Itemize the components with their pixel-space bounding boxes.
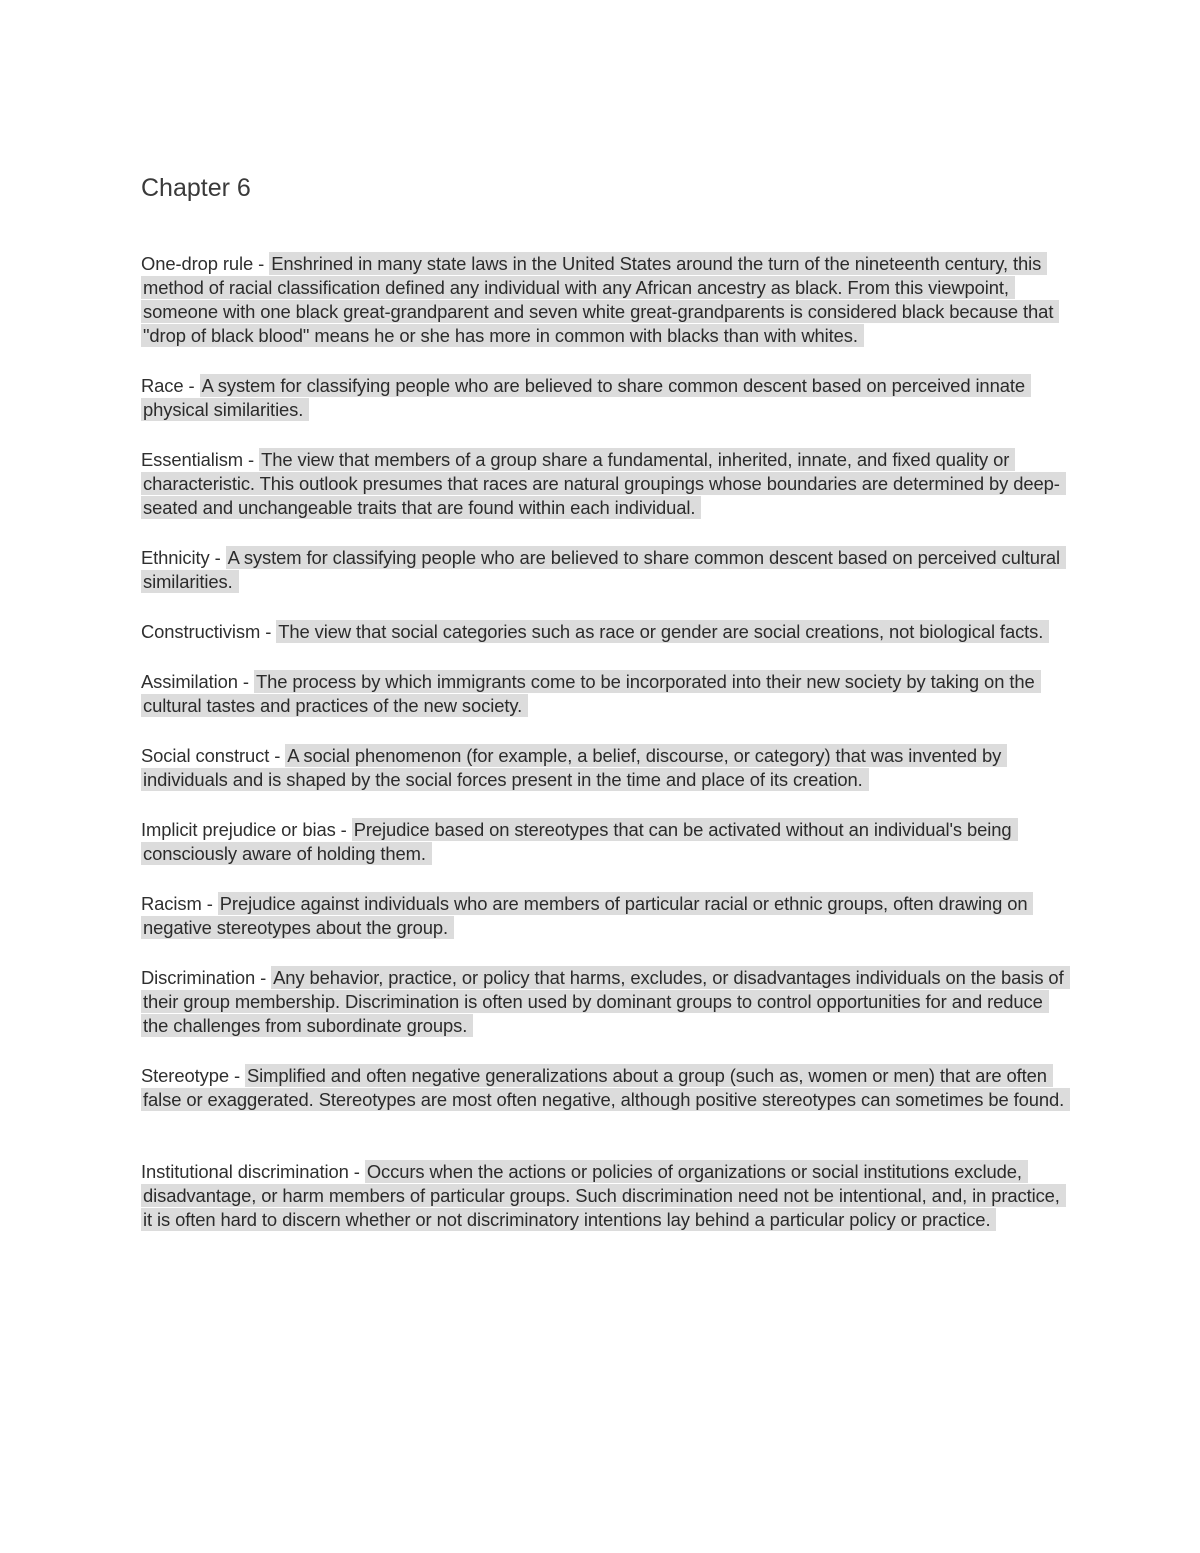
glossary-entry-institutional-discrimination bbox=[141, 1160, 1071, 1232]
term-separator: - bbox=[209, 547, 226, 568]
term-separator: - bbox=[237, 671, 254, 692]
term-separator: - bbox=[255, 967, 272, 988]
term-separator: - bbox=[201, 893, 218, 914]
glossary-entry-implicit-prejudice bbox=[141, 818, 1071, 866]
definition-highlight: A system for classifying people who are believed to share common descent based on perceived cultural similarities. bbox=[141, 546, 1066, 593]
glossary-entry-racism bbox=[141, 892, 1071, 940]
term: Essentialism bbox=[141, 449, 244, 470]
definition-highlight: Enshrined in many state laws in the United States around the turn of the nineteenth century, this method of racial classification defined any individual with any African ancestry as black. From this viewpoint, someone with one black great-grandparent and seven white great-grandparents is considered black because that "drop of black blood" means he or she has more in common with blacks than with whites. bbox=[141, 252, 1059, 347]
definition-highlight: Prejudice based on stereotypes that can be activated without an individual's being consciously aware of holding them. bbox=[141, 818, 1018, 865]
term: Assimilation bbox=[141, 671, 238, 692]
definition-highlight: Any behavior, practice, or policy that harms, excludes, or disadvantages individuals on the basis of their group membership. Discrimination is often used by dominant groups to control opportunities for and reduce the challenges from subordinate groups. bbox=[141, 966, 1070, 1037]
term: Social construct bbox=[141, 745, 270, 766]
term: One-drop rule bbox=[141, 253, 254, 274]
glossary-entry-social-construct bbox=[141, 744, 1071, 792]
definition-highlight: Occurs when the actions or policies of organizations or social institutions exclude, disadvantage, or harm members of particular groups. Such discrimination need not be intentional, and, in practice, it is often hard to discern whether or not discriminatory intentions lay behind a particular policy or practice. bbox=[141, 1160, 1066, 1231]
glossary-entry-discrimination bbox=[141, 966, 1071, 1038]
definition-highlight: A social phenomenon (for example, a belief, discourse, or category) that was invented by individuals and is shaped by the social forces present in the time and place of its creation. bbox=[141, 744, 1007, 791]
term-separator: - bbox=[269, 745, 286, 766]
glossary-entry-race bbox=[141, 374, 1071, 422]
definition-highlight: The view that social categories such as race or gender are social creations, not biological facts. bbox=[276, 620, 1049, 643]
term: Stereotype bbox=[141, 1065, 229, 1086]
definition-highlight: Simplified and often negative generalizations about a group (such as, women or men) that are often false or exaggerated. Stereotypes are most often negative, although positive stereotypes can sometimes be found. bbox=[141, 1064, 1070, 1111]
document-page bbox=[141, 170, 1071, 1258]
term-separator: - bbox=[243, 449, 260, 470]
term-separator: - bbox=[253, 253, 270, 274]
definition-highlight: The view that members of a group share a fundamental, inherited, innate, and fixed quality or characteristic. This outlook presumes that races are natural groupings whose boundaries are determined by deep-seated and unchangeable traits that are found within each individual. bbox=[141, 448, 1066, 519]
term: Discrimination bbox=[141, 967, 256, 988]
term: Constructivism bbox=[141, 621, 261, 642]
glossary-entry-one-drop-rule bbox=[141, 252, 1071, 348]
term: Racism bbox=[141, 893, 202, 914]
term: Implicit prejudice or bias bbox=[141, 819, 336, 840]
glossary-entry-stereotype bbox=[141, 1064, 1071, 1112]
definition-highlight: The process by which immigrants come to be incorporated into their new society by taking on the cultural tastes and practices of the new society. bbox=[141, 670, 1041, 717]
glossary-entry-assimilation bbox=[141, 670, 1071, 718]
term: Ethnicity bbox=[141, 547, 210, 568]
term: Institutional discrimination bbox=[141, 1161, 349, 1182]
term-separator: - bbox=[183, 375, 200, 396]
term-separator: - bbox=[260, 621, 277, 642]
definition-highlight: A system for classifying people who are believed to share common descent based on perceived innate physical similarities. bbox=[141, 374, 1031, 421]
glossary-entry-constructivism bbox=[141, 620, 1071, 644]
term-separator: - bbox=[335, 819, 352, 840]
chapter-title: Chapter 6 bbox=[141, 174, 251, 202]
term-separator: - bbox=[348, 1161, 365, 1182]
term-separator: - bbox=[228, 1065, 245, 1086]
glossary-entry-essentialism bbox=[141, 448, 1071, 520]
glossary-entry-ethnicity bbox=[141, 546, 1071, 594]
definition-highlight: Prejudice against individuals who are members of particular racial or ethnic groups, often drawing on negative stereotypes about the group. bbox=[141, 892, 1033, 939]
term: Race bbox=[141, 375, 184, 396]
